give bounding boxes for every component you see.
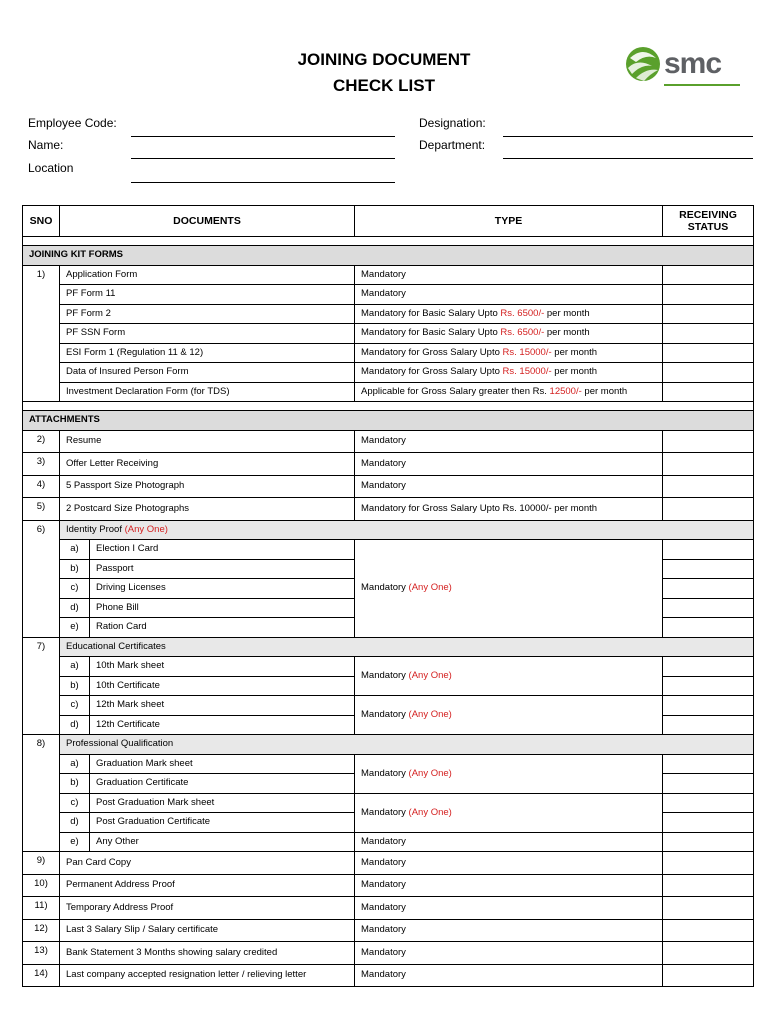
status-cell[interactable] xyxy=(663,715,754,735)
doc-cell: ESI Form 1 (Regulation 11 & 12) xyxy=(60,343,355,363)
table-row xyxy=(23,832,754,852)
item-doc: 12th Certificate xyxy=(90,715,355,735)
status-cell[interactable] xyxy=(663,324,754,344)
table-row xyxy=(23,874,754,897)
table-row xyxy=(23,735,754,755)
status-cell[interactable] xyxy=(663,919,754,942)
doc-cell: PF Form 2 xyxy=(60,304,355,324)
item-doc: 10th Mark sheet xyxy=(90,657,355,677)
item-letter: d) xyxy=(60,715,90,735)
status-cell[interactable] xyxy=(663,304,754,324)
row-sno: 2) xyxy=(23,430,60,453)
item-letter: b) xyxy=(60,774,90,794)
status-cell[interactable] xyxy=(663,363,754,383)
type-cell: Mandatory xyxy=(355,265,663,285)
table-header-row xyxy=(23,206,754,237)
location-field[interactable] xyxy=(131,182,395,183)
table-row xyxy=(23,343,754,363)
type-cell: Mandatory xyxy=(355,964,663,987)
checklist-table xyxy=(22,205,754,987)
status-cell[interactable] xyxy=(663,598,754,618)
table-row xyxy=(23,919,754,942)
row-sno: 8) xyxy=(23,735,60,852)
location-label: Location xyxy=(28,161,74,175)
doc-cell: Investment Declaration Form (for TDS) xyxy=(60,382,355,402)
doc-cell: Application Form xyxy=(60,265,355,285)
table-row xyxy=(23,637,754,657)
type-cell: Mandatory for Basic Salary Upto Rs. 6500/- per month xyxy=(355,304,663,324)
item-doc: Ration Card xyxy=(90,618,355,638)
type-cell: Mandatory xyxy=(355,453,663,476)
status-cell[interactable] xyxy=(663,942,754,965)
type-cell: Applicable for Gross Salary greater then Rs. 12500/- per month xyxy=(355,382,663,402)
status-cell[interactable] xyxy=(663,754,754,774)
item-letter: c) xyxy=(60,579,90,599)
table-row xyxy=(23,453,754,476)
designation-field[interactable] xyxy=(503,136,753,137)
item-letter: d) xyxy=(60,598,90,618)
group-title-educational-certificates: Educational Certificates xyxy=(60,637,754,657)
table-row xyxy=(23,498,754,521)
item-letter: e) xyxy=(60,832,90,852)
table-row xyxy=(23,430,754,453)
name-label: Name: xyxy=(28,138,64,152)
row-sno: 6) xyxy=(23,520,60,637)
status-cell[interactable] xyxy=(663,382,754,402)
item-doc: 12th Mark sheet xyxy=(90,696,355,716)
header-receiving-status: RECEIVING STATUS xyxy=(663,206,754,237)
row-sno: 4) xyxy=(23,475,60,498)
status-cell[interactable] xyxy=(663,774,754,794)
status-cell[interactable] xyxy=(663,430,754,453)
doc-cell: PF SSN Form xyxy=(60,324,355,344)
doc-cell: Data of Insured Person Form xyxy=(60,363,355,383)
table-row xyxy=(23,265,754,285)
type-cell: Mandatory xyxy=(355,430,663,453)
status-cell[interactable] xyxy=(663,676,754,696)
type-cell: Mandatory (Any One) xyxy=(355,754,663,793)
department-label: Department: xyxy=(419,138,486,152)
item-letter: e) xyxy=(60,618,90,638)
status-cell[interactable] xyxy=(663,897,754,920)
doc-cell: Pan Card Copy xyxy=(60,852,355,875)
status-cell[interactable] xyxy=(663,343,754,363)
group-title-professional-qualification: Professional Qualification xyxy=(60,735,754,755)
status-cell[interactable] xyxy=(663,874,754,897)
status-cell[interactable] xyxy=(663,559,754,579)
row-sno: 7) xyxy=(23,637,60,735)
header-type: TYPE xyxy=(355,206,663,237)
item-letter: a) xyxy=(60,540,90,560)
row-sno: 1) xyxy=(23,265,60,402)
header-documents: DOCUMENTS xyxy=(60,206,355,237)
row-sno: 9) xyxy=(23,852,60,875)
table-row xyxy=(23,754,754,774)
employee-code-field[interactable] xyxy=(131,136,395,137)
status-cell[interactable] xyxy=(663,696,754,716)
row-sno: 12) xyxy=(23,919,60,942)
type-cell: Mandatory xyxy=(355,942,663,965)
status-cell[interactable] xyxy=(663,265,754,285)
status-cell[interactable] xyxy=(663,657,754,677)
doc-cell: Last 3 Salary Slip / Salary certificate xyxy=(60,919,355,942)
type-cell: Mandatory for Gross Salary Upto Rs. 15000/- per month xyxy=(355,363,663,383)
group-title-identity-proof: Identity Proof (Any One) xyxy=(60,520,754,540)
doc-cell: Last company accepted resignation letter / relieving letter xyxy=(60,964,355,987)
type-cell: Mandatory for Basic Salary Upto Rs. 6500/- per month xyxy=(355,324,663,344)
document-title-line1: JOINING DOCUMENT xyxy=(297,50,471,69)
item-letter: d) xyxy=(60,813,90,833)
item-letter: b) xyxy=(60,676,90,696)
table-row xyxy=(23,540,754,560)
status-cell[interactable] xyxy=(663,453,754,476)
status-cell[interactable] xyxy=(663,475,754,498)
table-row xyxy=(23,520,754,540)
smc-globe-icon xyxy=(624,44,662,84)
type-cell: Mandatory xyxy=(355,832,663,852)
doc-cell: Offer Letter Receiving xyxy=(60,453,355,476)
table-row xyxy=(23,657,754,677)
row-sno: 5) xyxy=(23,498,60,521)
item-letter: c) xyxy=(60,793,90,813)
spacer-row xyxy=(23,402,754,411)
type-cell: Mandatory (Any One) xyxy=(355,793,663,832)
type-cell: Mandatory xyxy=(355,285,663,305)
item-doc: Passport xyxy=(90,559,355,579)
table-row xyxy=(23,852,754,875)
table-row xyxy=(23,964,754,987)
department-field[interactable] xyxy=(503,158,753,159)
status-cell[interactable] xyxy=(663,813,754,833)
table-row xyxy=(23,942,754,965)
item-doc: Graduation Certificate xyxy=(90,774,355,794)
header-sno: SNO xyxy=(23,206,60,237)
item-letter: c) xyxy=(60,696,90,716)
doc-cell: PF Form 11 xyxy=(60,285,355,305)
type-cell: Mandatory xyxy=(355,852,663,875)
type-cell: Mandatory (Any One) xyxy=(355,696,663,735)
status-cell[interactable] xyxy=(663,618,754,638)
item-letter: b) xyxy=(60,559,90,579)
status-cell[interactable] xyxy=(663,540,754,560)
type-cell: Mandatory xyxy=(355,919,663,942)
logo-wordmark: smc xyxy=(664,47,722,80)
section-joining-kit-forms: JOINING KIT FORMS xyxy=(23,246,754,266)
row-sno: 13) xyxy=(23,942,60,965)
row-sno: 10) xyxy=(23,874,60,897)
status-cell[interactable] xyxy=(663,285,754,305)
type-cell: Mandatory for Gross Salary Upto Rs. 15000/- per month xyxy=(355,343,663,363)
table-row xyxy=(23,475,754,498)
doc-cell: Resume xyxy=(60,430,355,453)
section-attachments: ATTACHMENTS xyxy=(23,411,754,431)
row-sno: 11) xyxy=(23,897,60,920)
table-row xyxy=(23,897,754,920)
doc-cell: 2 Postcard Size Photographs xyxy=(60,498,355,521)
item-doc: Phone Bill xyxy=(90,598,355,618)
item-doc: Driving Licenses xyxy=(90,579,355,599)
doc-cell: Bank Statement 3 Months showing salary credited xyxy=(60,942,355,965)
status-cell[interactable] xyxy=(663,498,754,521)
item-doc: 10th Certificate xyxy=(90,676,355,696)
table-row xyxy=(23,363,754,383)
status-cell[interactable] xyxy=(663,852,754,875)
row-sno: 14) xyxy=(23,964,60,987)
logo-underline xyxy=(664,84,740,86)
doc-cell: Permanent Address Proof xyxy=(60,874,355,897)
type-cell: Mandatory xyxy=(355,874,663,897)
table-row xyxy=(23,696,754,716)
type-cell: Mandatory xyxy=(355,897,663,920)
table-row xyxy=(23,304,754,324)
table-row xyxy=(23,285,754,305)
status-cell[interactable] xyxy=(663,832,754,852)
row-sno: 3) xyxy=(23,453,60,476)
item-doc: Any Other xyxy=(90,832,355,852)
status-cell[interactable] xyxy=(663,964,754,987)
employee-code-label: Employee Code: xyxy=(28,116,117,130)
doc-cell: 5 Passport Size Photograph xyxy=(60,475,355,498)
item-letter: a) xyxy=(60,754,90,774)
item-doc: Post Graduation Certificate xyxy=(90,813,355,833)
status-cell[interactable] xyxy=(663,579,754,599)
doc-cell: Temporary Address Proof xyxy=(60,897,355,920)
item-doc: Graduation Mark sheet xyxy=(90,754,355,774)
document-title-line2: CHECK LIST xyxy=(333,76,435,95)
designation-label: Designation: xyxy=(419,116,486,130)
type-cell: Mandatory (Any One) xyxy=(355,540,663,638)
table-row xyxy=(23,324,754,344)
type-cell: Mandatory for Gross Salary Upto Rs. 10000/- per month xyxy=(355,498,663,521)
name-field[interactable] xyxy=(131,158,395,159)
item-doc: Post Graduation Mark sheet xyxy=(90,793,355,813)
item-letter: a) xyxy=(60,657,90,677)
spacer-row xyxy=(23,237,754,246)
status-cell[interactable] xyxy=(663,793,754,813)
type-cell: Mandatory (Any One) xyxy=(355,657,663,696)
table-row xyxy=(23,793,754,813)
type-cell: Mandatory xyxy=(355,475,663,498)
table-row xyxy=(23,382,754,402)
smc-logo xyxy=(624,44,744,90)
item-doc: Election I Card xyxy=(90,540,355,560)
